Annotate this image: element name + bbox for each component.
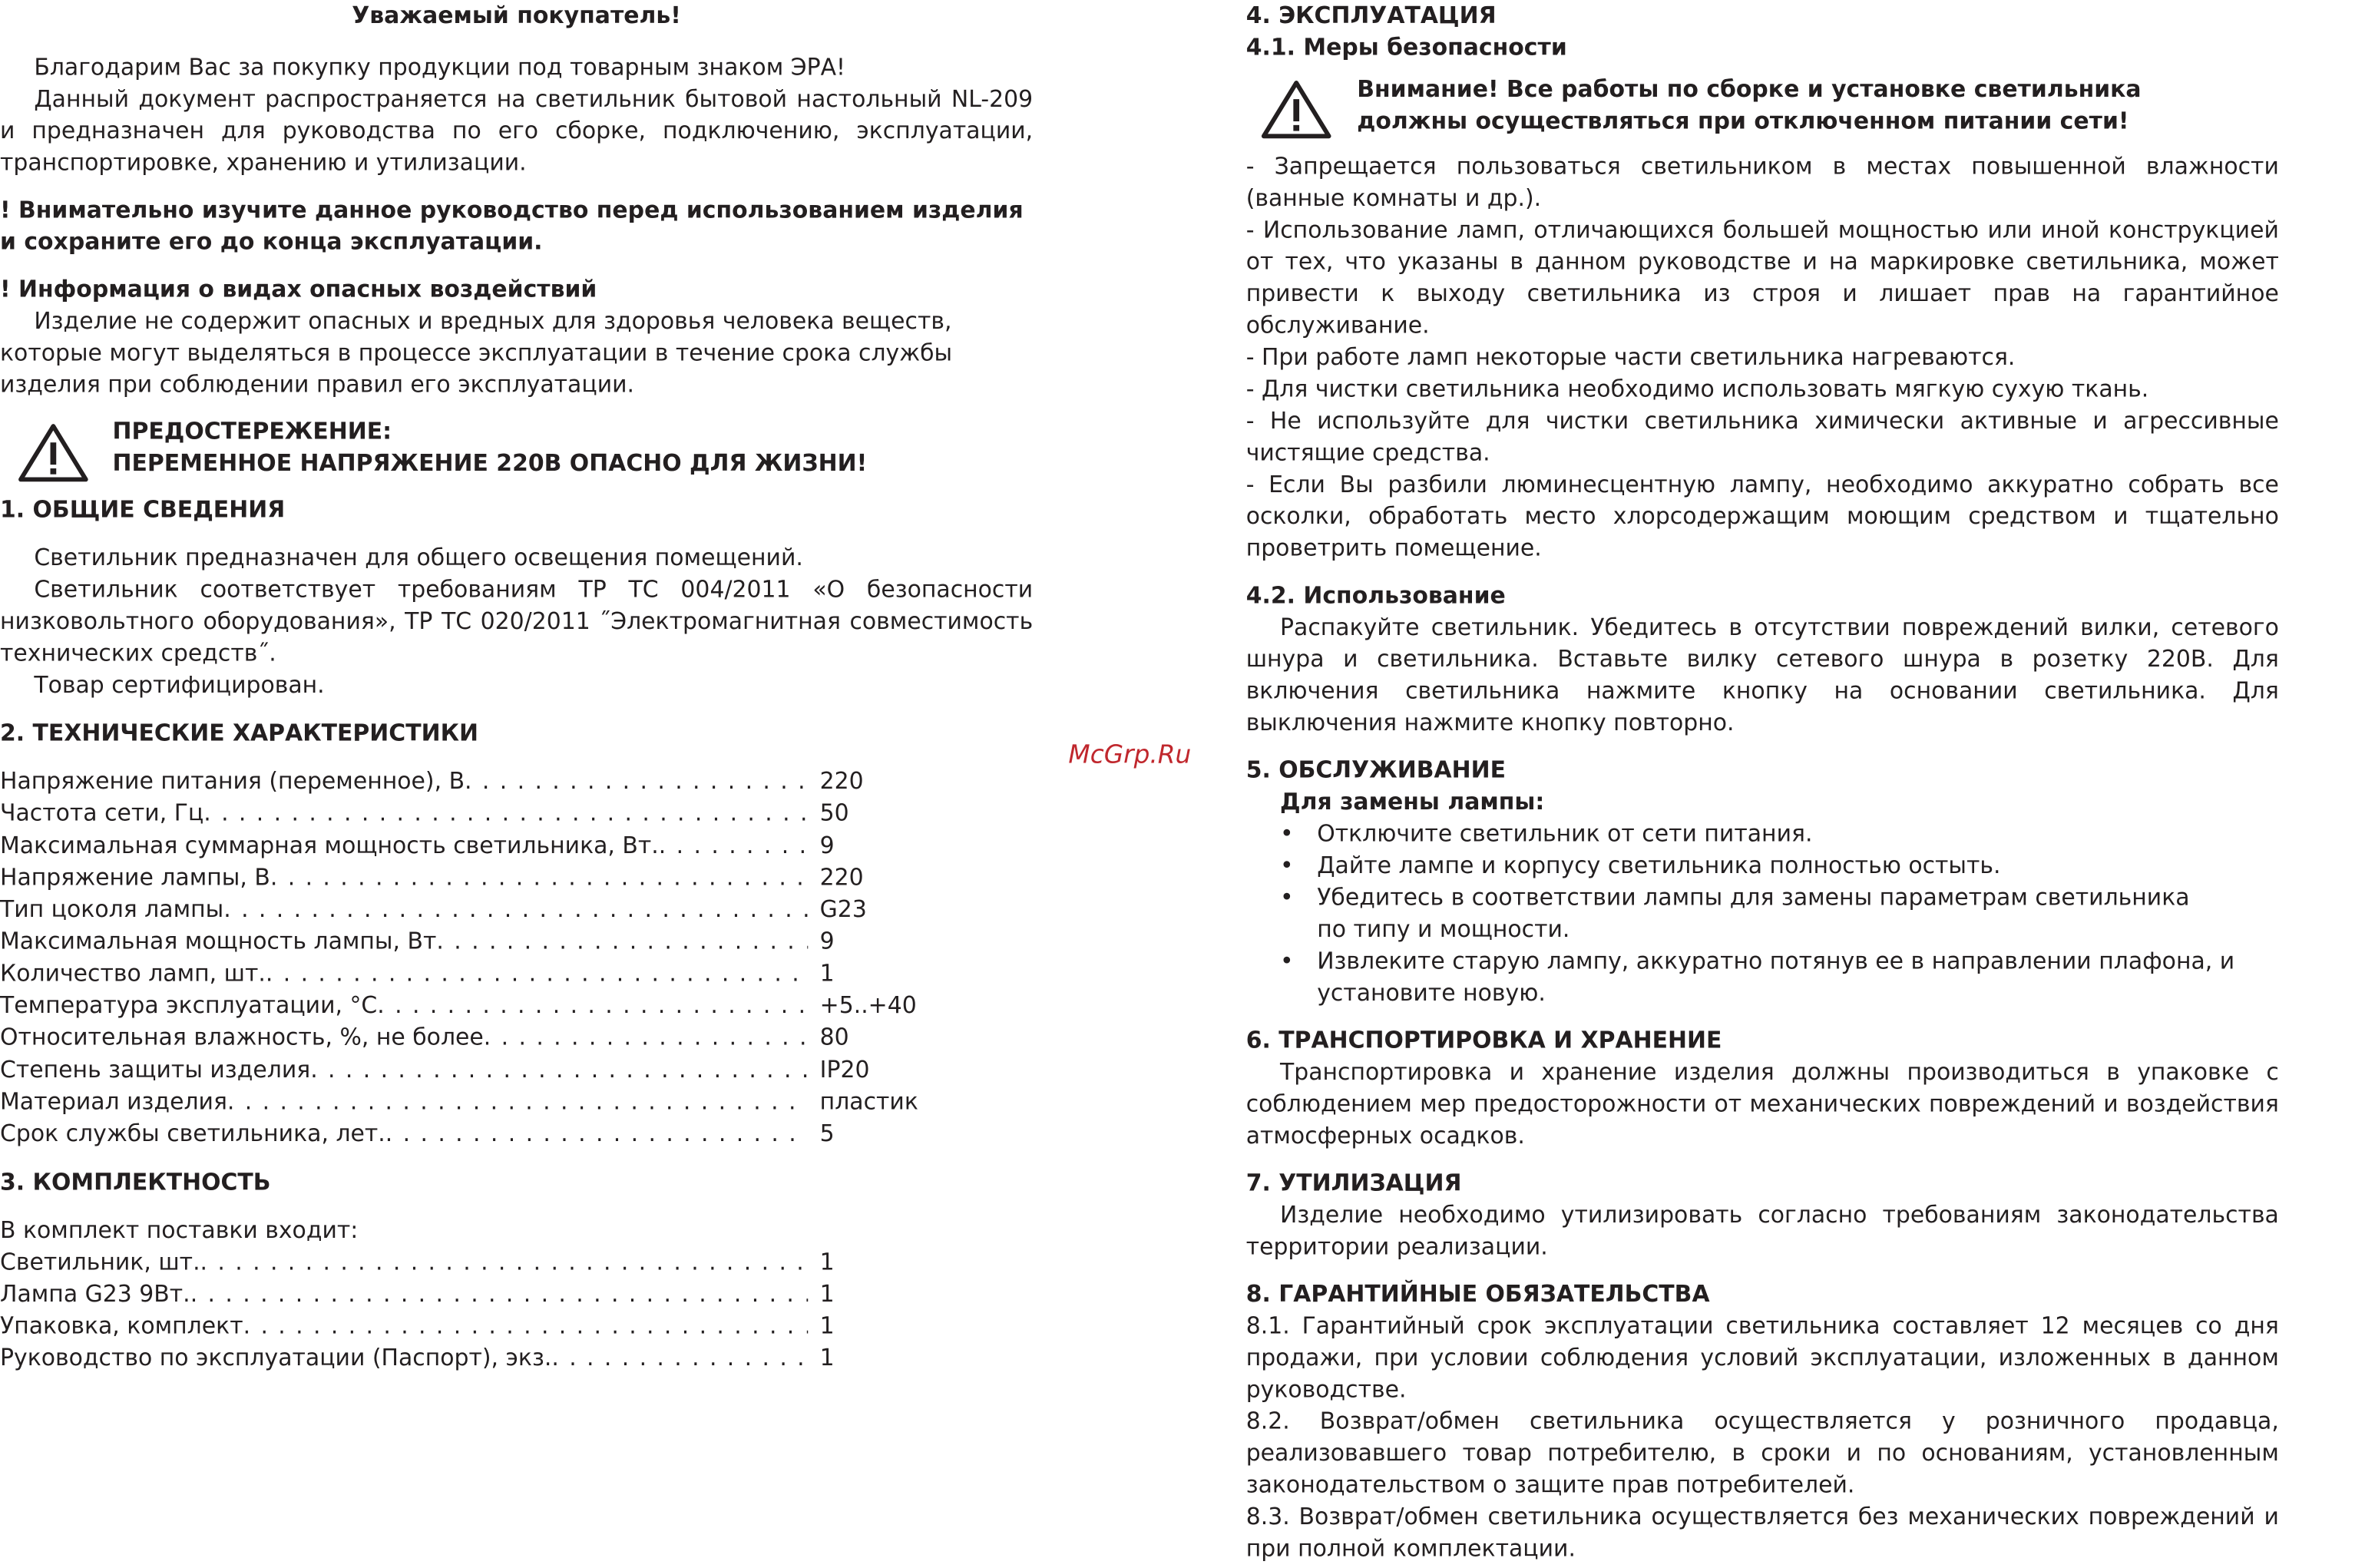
- section-4-title: 4. ЭКСПЛУАТАЦИЯ: [1245, 2, 1497, 29]
- spec-row: Температура эксплуатации, °С . . . +5..+40: [0, 990, 1033, 1022]
- section-2-title: 2. ТЕХНИЧЕСКИЕ ХАРАКТЕРИСТИКИ: [0, 719, 479, 747]
- section-1-standards: Светильник соответствует требованиям ТР ТС 004/2011 «О безопасности низковольтного оборудования», ТР ТС 020/2011 ˝Электромагнитная совместимость технических средств˝.: [0, 576, 1034, 667]
- watermark: McGrp.Ru: [1068, 739, 1192, 770]
- section-3-intro: В комплект поставки входит:: [0, 1216, 359, 1244]
- section-6-text: Транспортировка и хранение изделия должны производиться в упаковке с соблюдением мер предосторожности от механических повреждений и воздействия атмосферных осадков.: [1245, 1058, 2279, 1150]
- maintenance-list: [1246, 819, 2279, 1010]
- section-4-2-title: 4.2. Использование: [1245, 582, 1506, 610]
- list-item: • Дайте лампе и корпусу светильника полностью остыть.: [1280, 850, 2279, 882]
- spec-row: Максимальная мощность лампы, Вт . . . 9: [0, 926, 1033, 958]
- warning-text: Внимание! Все работы по сборке и установке светильника должны осуществляться при отключенном питании сети!: [1357, 76, 2142, 135]
- spec-row: Напряжение лампы, В . . . 220: [0, 862, 1033, 894]
- hazard-text: Изделие не содержит опасных и вредных для здоровья человека веществ, которые могут выделяться в процессе эксплуатации в течение срока службы изделия при соблюдении правил его эксплуатации.: [0, 307, 953, 399]
- section-6-title: 6. ТРАНСПОРТИРОВКА И ХРАНЕНИЕ: [1245, 1027, 1722, 1054]
- safety-item: - Для чистки светильника необходимо использовать мягкую сухую ткань.: [1245, 375, 2149, 403]
- section-1-title: 1. ОБЩИЕ СВЕДЕНИЯ: [0, 496, 286, 524]
- package-row: Упаковка, комплект . . . 1: [0, 1311, 1033, 1343]
- spec-row: Относительная влажность, %, не более . . . 80: [0, 1022, 1033, 1054]
- spec-row: Материал изделия . . . пластик: [0, 1087, 1033, 1119]
- right-column: [1246, 0, 2279, 1565]
- package-row: Светильник, шт. . . . 1: [0, 1246, 1033, 1279]
- safety-item: - Запрещается пользоваться светильником в местах повышенной влажности (ванные комнаты и др.).: [1245, 153, 2279, 212]
- spec-row: Напряжение питания (переменное), В . . . 220: [0, 766, 1033, 798]
- spec-row: Тип цоколя лампы . . . G23: [0, 894, 1033, 926]
- spec-row: Максимальная суммарная мощность светильника, Вт. . . . 9: [0, 830, 1033, 862]
- spec-row: Количество ламп, шт. . . . 1: [0, 958, 1033, 991]
- left-column: [0, 0, 1033, 1374]
- warning-triangle-icon: [1259, 78, 1333, 141]
- warranty-item: 8.1. Гарантийный срок эксплуатации светильника составляет 12 месяцев со дня продажи, при условии соблюдения условий эксплуатации, изложенных в данном руководстве.: [1245, 1312, 2279, 1403]
- spec-row: Срок службы светильника, лет. . . . 5: [0, 1118, 1033, 1150]
- caution-block: [0, 416, 1033, 485]
- section-7-title: 7. УТИЛИЗАЦИЯ: [1245, 1169, 1462, 1197]
- list-item: • Извлеките старую лампу, аккуратно потянув ее в направлении плафона, и установите новую.: [1280, 945, 2279, 1009]
- spec-row: Частота сети, Гц . . . 50: [0, 798, 1033, 830]
- section-8-title: 8. ГАРАНТИЙНЫЕ ОБЯЗАТЕЛЬСТВА: [1245, 1280, 1710, 1308]
- section-1-purpose: Светильник предназначен для общего освещения помещений.: [34, 544, 803, 571]
- usage-text: Распакуйте светильник. Убедитесь в отсутствии повреждений вилки, сетевого шнура и светильника. Вставьте вилку сетевого шнура в розетку 220В. Для включения светильника нажмите кнопку на основании светильника. Для выключения нажмите кнопку повторно.: [1245, 614, 2279, 736]
- section-3-title: 3. КОМПЛЕКТНОСТЬ: [0, 1169, 271, 1196]
- intro-thanks: Благодарим Вас за покупку продукции под товарным знаком ЭРА!: [34, 54, 846, 81]
- section-7-text: Изделие необходимо утилизировать согласно требованиям законодательства территории реализации.: [1245, 1201, 2279, 1260]
- hazard-title: ! Информация о видах опасных воздействий: [0, 276, 597, 303]
- caution-line-2: ПЕРЕМЕННОЕ НАПРЯЖЕНИЕ 220В ОПАСНО ДЛЯ ЖИЗНИ!: [112, 449, 868, 477]
- warranty-item: 8.3. Возврат/обмен светильника осуществляется без механических повреждений и при полной комплектации.: [1245, 1503, 2279, 1563]
- section-5-title: 5. ОБСЛУЖИВАНИЕ: [1245, 756, 1507, 784]
- section-4-1-title: 4.1. Меры безопасности: [1245, 34, 1567, 61]
- package-table: [0, 1246, 1033, 1374]
- list-item: • Убедитесь в соответствии лампы для замены параметрам светильника по типу и мощности.: [1280, 882, 2205, 946]
- package-row: Лампа G23 9Вт. . . . 1: [0, 1279, 1033, 1311]
- package-row: Руководство по эксплуатации (Паспорт), экз. . . . 1: [0, 1342, 1033, 1374]
- list-item: • Отключите светильник от сети питания.: [1280, 819, 2279, 850]
- intro-description: Данный документ распространяется на светильник бытовой настольный NL-209 и предназначен для руководства по его сборке, подключению, эксплуатации, транспортировке, хранению и утилизации.: [0, 85, 1034, 177]
- warning-block: [1246, 74, 2279, 141]
- safety-item: - Не используйте для чистки светильника химически активные и агрессивные чистящие средства.: [1245, 407, 2279, 467]
- warranty-item: 8.2. Возврат/обмен светильника осуществляется у розничного продавца, реализовавшего товар потребителю, в сроки и по основаниям, установленным законодательством о защите прав потребителей.: [1245, 1408, 2279, 1499]
- section-1-certified: Товар сертифицирован.: [34, 671, 325, 699]
- caution-line-1: ПРЕДОСТЕРЕЖЕНИЕ:: [112, 418, 392, 445]
- section-5-subtitle: Для замены лампы:: [1280, 789, 1545, 815]
- greeting-heading: Уважаемый покупатель!: [352, 2, 681, 29]
- safety-item: - При работе ламп некоторые части светильника нагреваются.: [1245, 344, 2016, 371]
- spec-table: [0, 766, 1033, 1150]
- notice-text: ! Внимательно изучите данное руководство перед использованием изделия и сохраните его до конца эксплуатации.: [0, 197, 1024, 256]
- warning-triangle-icon: [16, 422, 90, 484]
- spec-row: Степень защиты изделия . . . IP20: [0, 1054, 1033, 1087]
- safety-item: - Если Вы разбили люминесцентную лампу, необходимо аккуратно собрать все осколки, обработать место хлорсодержащим моющим средством и тщательно проветрить помещение.: [1245, 471, 2279, 562]
- safety-item: - Использование ламп, отличающихся большей мощностью или иной конструкцией от тех, что указаны в данном руководстве и на маркировке светильника, может привести к выходу светильника из строя и лишает прав на гарантийное обслуживание.: [1245, 217, 2279, 339]
